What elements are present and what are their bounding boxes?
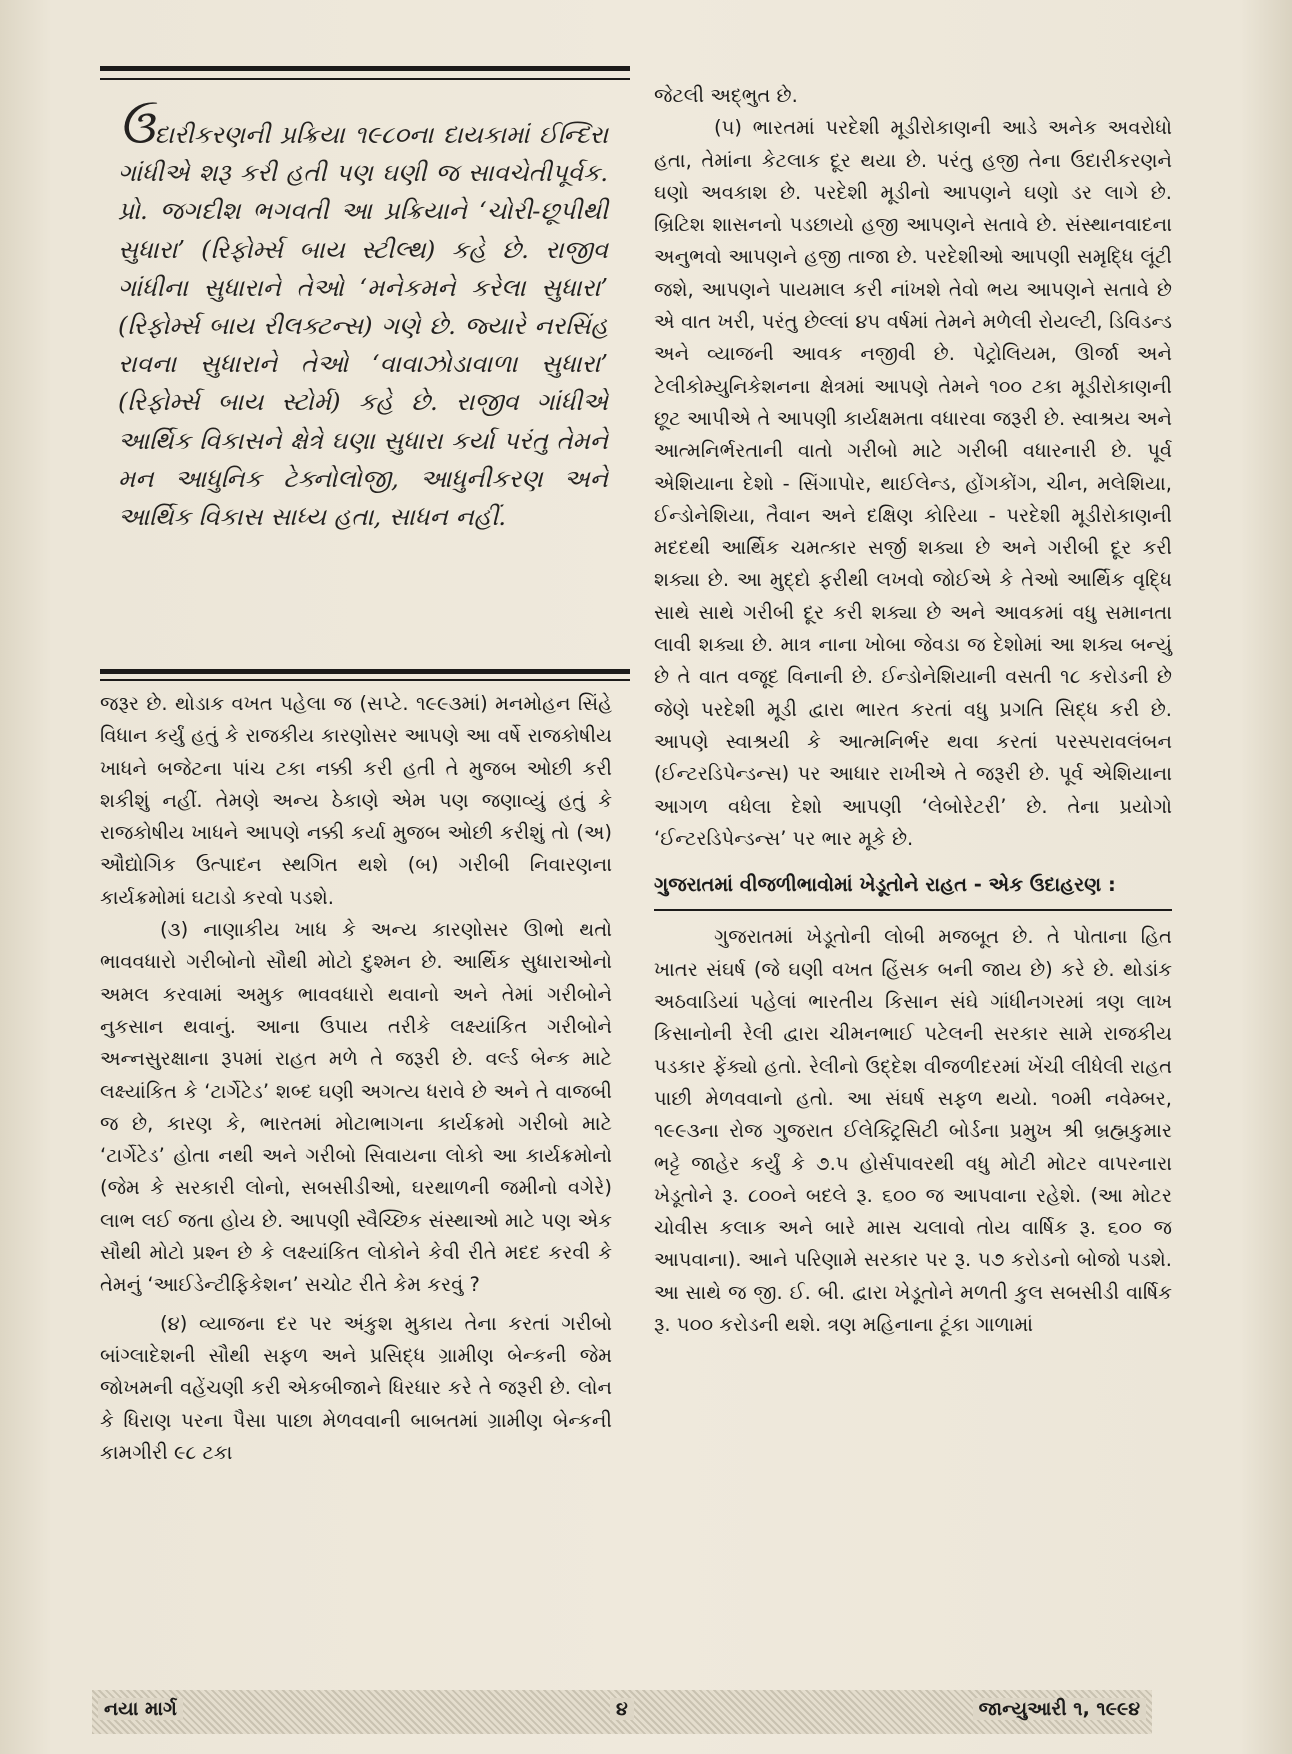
pull-quote-top-rule-thin	[100, 78, 630, 80]
pull-quote-bottom-rule-thin	[100, 679, 630, 681]
pull-quote-dropcap: ઉ	[118, 99, 155, 155]
page-footer	[92, 1690, 1152, 1734]
left-paragraph-2: (૩) નાણાકીય ખાધ કે અન્ય કારણોસર ઊભો થતો ભાવવધારો ગરીબોનો સૌથી મોટો દુશ્મન છે. આર્થિક સુધારાઓનો અમલ કરવામાં અમુક ભાવવધારો થવાનો અને તેમાં ગરીબોને નુકસાન થવાનું. આના ઉપાય તરીકે લક્ષ્યાંકિત ગરીબોને અન્નસુરક્ષાના રૂપમાં રાહત મળે તે જરૂરી છે. વર્લ્ડ બેન્ક માટે લક્ષ્યાંકિત કે ‘ટાર્ગેટેડ’ શબ્દ ઘણી અગત્ય ધરાવે છે અને તે વાજબી જ છે, કારણ કે, ભારતમાં મોટાભાગના કાર્યક્રમો ગરીબો માટે ‘ટાર્ગેટેડ’ હોતા નથી અને ગરીબો સિવાયના લોકો આ કાર્યક્રમોનો (જેમ કે સરકારી લોનો, સબસીડીઓ, ઘરથાળની જમીનો વગેરે) લાભ લઈ જતા હોય છે. આપણી સ્વૈચ્છિક સંસ્થાઓ માટે પણ એક સૌથી મોટો પ્રશ્ન છે કે લક્ષ્યાંકિત લોકોને કેવી રીતે મદદ કરવી કે તેમનું ‘આઈડેન્ટીફિકેશન’ સચોટ રીતે કેમ કરવું ?	[100, 918, 612, 1297]
right-paragraph-2: (૫) ભારતમાં પરદેશી મૂડીરોકાણની આડે અનેક અવરોધો હતા, તેમાંના કેટલાક દૂર થયા છે. પરંતુ હજી તેના ઉદારીકરણને ઘણો અવકાશ છે. પરદેશી મૂડીનો આપણને ઘણો ડર લાગે છે. બ્રિટિશ શાસનનો પડછાયો હજી આપણને સતાવે છે. સંસ્થાનવાદના અનુભવો આપણને હજી તાજા છે. પરદેશીઓ આપણી સમૃદ્ધિ લૂંટી જશે, આપણને પાયમાલ કરી નાંખશે તેવો ભય આપણને સતાવે છે એ વાત ખરી, પરંતુ છેલ્લાં ૪૫ વર્ષમાં તેમને મળેલી રોયલ્ટી, ડિવિડન્ડ અને વ્યાજની આવક નજીવી છે. પેટ્રોલિયમ, ઊર્જા અને ટેલીકોમ્યુનિકેશનના ક્ષેત્રમાં આપણે તેમને ૧૦૦ ટકા મૂડીરોકાણની છૂટ આપીએ તે આપણી કાર્યક્ષમતા વધારવા જરૂરી છે. સ્વાશ્રય અને આત્મનિર્ભરતાની વાતો ગરીબો માટે ગરીબી વધારનારી છે. પૂર્વ એશિયાના દેશો - સિંગાપોર, થાઈલેન્ડ, હોંગકોંગ, ચીન, મલેશિયા, ઈન્ડોનેશિયા, તૈવાન અને દક્ષિણ કોરિયા - પરદેશી મૂડીરોકાણની મદદથી આર્થિક ચમત્કાર સર્જી શક્યા છે અને ગરીબી દૂર કરી શક્યા છે. આ મુદ્દો ફરીથી લખવો જોઈએ કે તેઓ આર્થિક વૃદ્ધિ સાથે સાથે ગરીબી દૂર કરી શક્યા છે અને આવકમાં વધુ સમાનતા લાવી શક્યા છે. માત્ર નાના ખોબા જેવડા જ દેશોમાં આ શક્ય બન્યું છે તે વાત વજૂદ વિનાની છે. ઈન્ડોનેશિયાની વસતી ૧૮ કરોડની છે જેણે પરદેશી મૂડી દ્વારા ભારત કરતાં વધુ પ્રગતિ સિદ્ધ કરી છે. આપણે સ્વાશ્રયી કે આત્મનિર્ભર થવા કરતાં પરસ્પરાવલંબન (ઈન્ટરડિપેન્ડન્સ) પર આધાર રાખીએ તે જરૂરી છે. પૂર્વ એશિયાના આગળ વધેલા દેશો આપણી ‘લેબોરેટરી’ છે. તેના પ્રયોગો ‘ઈન્ટરડિપેન્ડન્સ’ પર ભાર મૂકે છે.	[654, 116, 1172, 850]
section-heading-rule	[654, 909, 1172, 911]
pull-quote-top-rule	[100, 66, 630, 71]
right-column	[654, 80, 1172, 1341]
left-paragraph-1: જરૂર છે. થોડાક વખત પહેલા જ (સપ્ટે. ૧૯૯૩માં) મનમોહન સિંહે વિધાન કર્યું હતું કે રાજકીય કારણોસર આપણે આ વર્ષે રાજકોષીય ખાધને બજેટના પાંચ ટકા નક્કી કરી હતી તે મુજબ ઓછી કરી શકીશું નહીં. તેમણે અન્ય ઠેકાણે એમ પણ જણાવ્યું હતું કે રાજકોષીય ખાધને આપણે નક્કી કર્યા મુજબ ઓછી કરીશું તો (અ) ઔદ્યોગિક ઉત્પાદન સ્થગિત થશે (બ) ગરીબી નિવારણના કાર્યક્રમોમાં ઘટાડો કરવો પડશે.	[100, 692, 613, 909]
section-heading: ગુજરાતમાં વીજળીભાવોમાં ખેડૂતોને રાહત - એક ઉદાહરણ :	[654, 873, 1116, 897]
left-column	[100, 688, 612, 1469]
footer-magazine-name: નયા માર્ગ	[98, 1698, 183, 1720]
right-paragraph-3: ગુજરાતમાં ખેડૂતોની લોબી મજબૂત છે. તે પોતાના હિત ખાતર સંઘર્ષ (જે ઘણી વખત હિંસક બની જાય છે) કરે છે. થોડાંક અઠવાડિયાં પહેલાં ભારતીય કિસાન સંઘે ગાંધીનગરમાં ત્રણ લાખ કિસાનોની રેલી દ્વારા ચીમનભાઈ પટેલની સરકાર સામે રાજકીય પડકાર ફેંક્યો હતો. રેલીનો ઉદ્દેશ વીજળીદરમાં ખેંચી લીધેલી રાહત પાછી મેળવવાનો હતો. આ સંઘર્ષ સફળ થયો. ૧૦મી નવેમ્બર, ૧૯૯૩ના રોજ ગુજરાત ઈલેક્ટ્રિસિટી બોર્ડના પ્રમુખ શ્રી બ્રહ્મકુમાર ભટ્ટે જાહેર કર્યું કે ૭.૫ હોર્સપાવરથી વધુ મોટી મોટર વાપરનારા ખેડૂતોને રૂ. ૮૦૦ને બદલે રૂ. ૬૦૦ જ આપવાના રહેશે. (આ મોટર ચોવીસ કલાક અને બારે માસ ચલાવો તોય વાર્ષિક રૂ. ૬૦૦ જ આપવાના). આને પરિણામે સરકાર પર રૂ. ૫૭ કરોડનો બોજો પડશે. આ સાથે જ જી. ઈ. બી. દ્વારા ખેડૂતોને મળતી કુલ સબસીડી વાર્ષિક રૂ. ૫૦૦ કરોડની થશે. ત્રણ મહિનાના ટૂંકા ગાળામાં	[654, 925, 1172, 1336]
pull-quote-text: દારીકરણની પ્રક્રિયા ૧૯૮૦ના દાયકામાં ઈન્દિરા ગાંધીએ શરૂ કરી હતી પણ ઘણી જ સાવચેતીપૂર્વક. પ્રો. જગદીશ ભગવતી આ પ્રક્રિયાને ‘ચોરી-છૂપીથી સુધારા’ (રિફોર્મ્સ બાય સ્ટીલ્થ) કહે છે. રાજીવ ગાંધીના સુધારાને તેઓ ‘મનેકમને કરેલા સુધારા’ (રિફોર્મ્સ બાય રીલક્ટન્સ) ગણે છે. જ્યારે નરસિંહ રાવના સુધારાને તેઓ ‘વાવાઝોડાવાળા સુધારા’ (રિફોર્મ્સ બાય સ્ટોર્મ) કહે છે. રાજીવ ગાંધીએ આર્થિક વિકાસને ક્ષેત્રે ઘણા સુધારા કર્યા પરંતુ તેમને મન આધુનિક ટેક્નોલોજી, આધુનીકરણ અને આર્થિક વિકાસ સાધ્ય હતા, સાધન નહીં.	[118, 120, 608, 532]
pull-quote	[118, 99, 608, 536]
left-paragraph-3: (૪) વ્યાજના દર પર અંકુશ મુકાય તેના કરતાં ગરીબો બાંગ્લાદેશની સૌથી સફળ અને પ્રસિદ્ધ ગ્રામીણ બેન્કની જેમ જોખમની વહેંચણી કરી એકબીજાને ધિરધાર કરે તે જરૂરી છે. લોન કે ધિરાણ પરના પૈસા પાછા મેળવવાની બાબતમાં ગ્રામીણ બેન્કની કામગીરી ૯૮ ટકા	[100, 1311, 612, 1464]
footer-date: જાન્યુઆરી ૧, ૧૯૯૪	[973, 1698, 1146, 1720]
right-paragraph-1: જેટલી અદ્ભુત છે.	[654, 84, 798, 107]
pull-quote-bottom-rule	[100, 669, 630, 674]
footer-page-number: ૪	[610, 1698, 634, 1720]
